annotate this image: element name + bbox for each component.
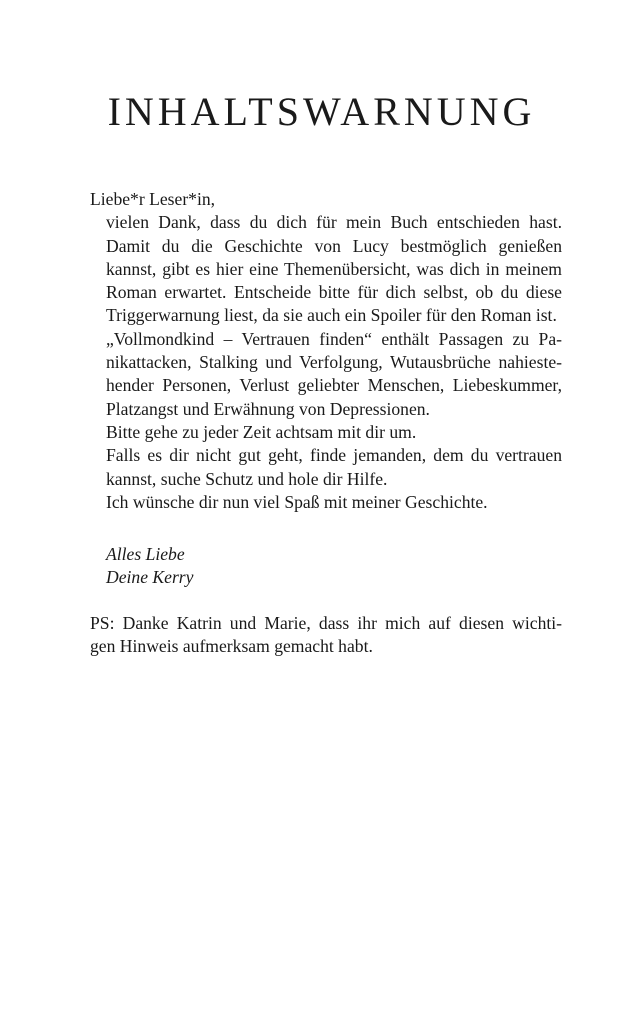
paragraph-warnings (90, 328, 562, 421)
text-line: PS: Danke Katrin und Marie, dass ihr mich auf diesen wichti- (90, 613, 562, 633)
text-line: gen Hinweis aufmerksam gemacht habt. (90, 636, 373, 657)
text-line: Ich wünsche dir nun viel Spaß mit meiner Geschichte. (106, 491, 488, 512)
letter-body (90, 188, 562, 514)
text-line: Damit du die Geschichte von Lucy bestmöglich genießen (106, 235, 562, 256)
text-line: Platzangst und Erwähnung von Depressionen. (106, 398, 430, 419)
page-title: INHALTSWARNUNG (107, 89, 536, 134)
paragraph-wishes (90, 491, 562, 514)
postscript (90, 612, 562, 659)
text-line: kannst, gibt es hier eine Themenübersicht, was dich in meinem (106, 258, 562, 279)
text-line: Roman erwartet. Entscheide bitte für dich selbst, ob du diese (106, 282, 562, 303)
text-line: kannst, suche Schutz und hole dir Hilfe. (106, 468, 388, 489)
text-line: Falls es dir nicht gut geht, finde jemanden, dem du vertrauen (106, 445, 562, 466)
paragraph-intro (90, 211, 562, 327)
text-line: vielen Dank, dass du dich für mein Buch entschieden hast. (106, 212, 562, 233)
closing-text: Alles Liebe (106, 544, 185, 564)
signature-text: Deine Kerry (106, 567, 194, 588)
signoff (106, 543, 193, 590)
text-line: „Vollmondkind – Vertrauen finden“ enthält Passagen zu Pa- (106, 328, 562, 349)
text-line: Bitte gehe zu jeder Zeit achtsam mit dir um. (106, 421, 417, 442)
paragraph-care (90, 421, 562, 444)
text-line: nikattacken, Stalking und Verfolgung, Wutausbrüche nahieste- (106, 352, 562, 373)
text-line: hender Personen, Verlust geliebter Menschen, Liebeskummer, (106, 375, 562, 396)
salutation: Liebe*r Leser*in, (90, 189, 216, 209)
text-line: Triggerwarnung liest, da sie auch ein Spoiler für den Roman ist. (106, 305, 557, 326)
paragraph-help (90, 444, 562, 491)
